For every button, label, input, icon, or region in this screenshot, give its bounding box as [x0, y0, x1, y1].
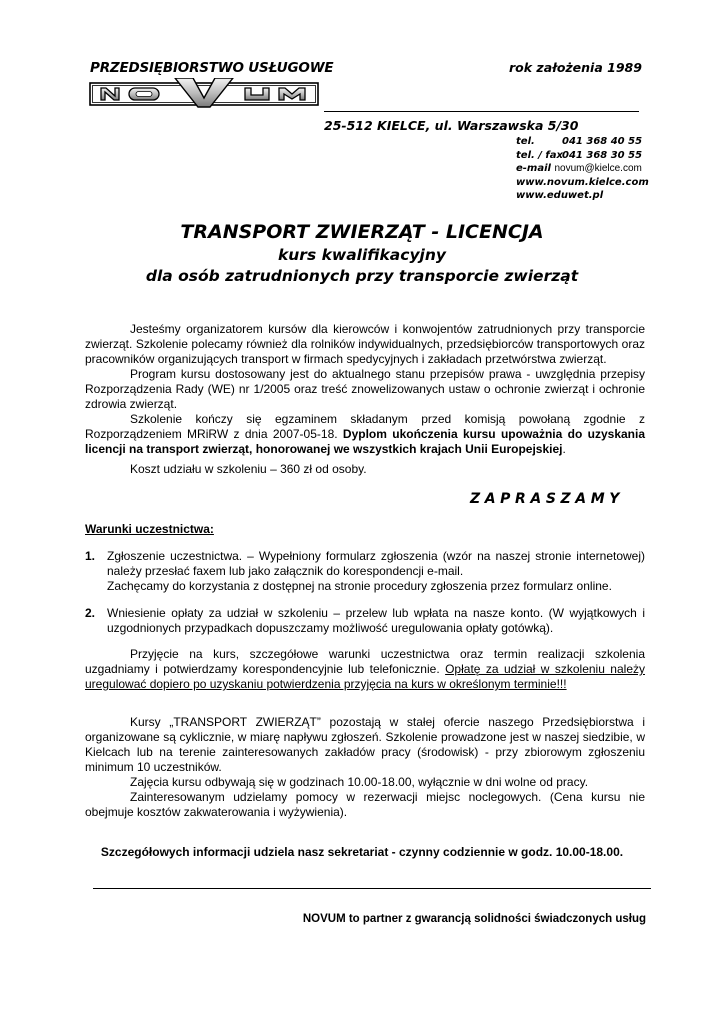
fax-label: tel. / fax	[516, 149, 563, 161]
phone-number: 041 368 40 55	[562, 136, 643, 147]
details-paragraph-3: Zainteresowanym udzielamy pomocy w rezerwacji miejsc noclegowych. (Cena kursu nie obejmuje kosztów zakwaterowania i wyżywienia).	[85, 790, 645, 819]
company-name: PRZEDSIĘBIORSTWO USŁUGOWE	[90, 60, 334, 76]
fax-number: 041 368 30 55	[562, 149, 643, 161]
condition-item-2: Wniesienie opłaty za udział w szkoleniu – przelew lub wpłata na nasze konto. (W wyjątkowych i uzgodnionych przypadkach dopuszczamy możliwość uregulowania opłaty gotówką).	[107, 606, 645, 635]
page-title: TRANSPORT ZWIERZĄT - LICENCJA	[180, 221, 544, 243]
company-address: 25-512 KIELCE, ul. Warszawska 5/30	[324, 118, 579, 133]
diploma-text: Dyplom ukończenia kursu upoważnia do uzyskania licencji na transport zwierząt, honorowanej we wszystkich krajach Unii Europejskiej	[85, 427, 645, 456]
secretariat-info: Szczegółowych informacji udziela nasz sekretariat - czynny codziennie w godz. 10.00-18.00.	[100, 845, 624, 859]
course-cost: Koszt udziału w szkoleniu – 360 zł od osoby.	[130, 462, 367, 476]
footer-slogan: NOVUM to partner z gwarancją solidności świadczonych usług	[302, 913, 646, 925]
founded-year: rok założenia 1989	[509, 60, 642, 75]
subtitle-audience: dla osób zatrudnionych przy transporcie zwierząt	[145, 267, 579, 285]
intro-paragraph-1: Jesteśmy organizatorem kursów dla kierowców i konwojentów zatrudnionych przy transporcie zwierząt. Szkolenie polecamy również dla rolników indywidualnych, przedsiębiorców transportowych oraz pracowników organizujących transport w firmach spedycyjnych i zakładach przetwórstwa zwierząt.	[85, 322, 645, 366]
condition-text-1: Zgłoszenie uczestnictwa. – Wypełniony formularz zgłoszenia (wzór na naszej stronie internetowej) należy przesłać faxem lub jako załącznik do korespondencji e-mail.	[107, 549, 645, 578]
footer-divider	[93, 888, 651, 889]
website-link-eduwet[interactable]: www.eduwet.pl	[516, 190, 604, 201]
novum-logo	[89, 78, 319, 108]
exam-text: Szkolenie kończy się egzaminem składanym przed komisją powołaną zgodnie z Rozporządzeniem MRiRW z dnia 2007-05-18.	[85, 412, 645, 441]
phone-label: tel.	[516, 136, 535, 147]
details-paragraph-1: Kursy „TRANSPORT ZWIERZĄT” pozostają w stałej ofercie naszego Przedsiębiorstwa i organizowane są cyklicznie, w miarę napływu zgłoszeń. Szkolenie prowadzone jest w naszej siedzibie, w Kielcach lub na terenie zainteresowanych zakładów pracy (środowisk) - przy zbiorowym zgłoszeniu minimum 10 uczestników.	[85, 715, 645, 774]
condition-item-1	[107, 549, 645, 594]
acceptance-paragraph	[85, 647, 645, 692]
header-divider	[324, 111, 639, 112]
email-line	[516, 162, 649, 176]
email-label: e-mail	[516, 163, 551, 174]
payment-notice: Opłatę za udział w szkoleniu należy uregulować dopiero po uzyskaniu potwierdzenia przyjęcia na kurs w określonym terminie!!!	[85, 662, 645, 691]
condition-number-2: 2.	[85, 606, 96, 620]
subtitle-course: kurs kwalifikacyjny	[277, 246, 447, 264]
contact-block	[516, 135, 649, 203]
invitation-heading: ZAPRASZAMY	[470, 491, 625, 507]
email-address[interactable]: novum@kielce.com	[554, 163, 642, 174]
phone-line	[516, 135, 649, 149]
diploma-text-end: .	[562, 442, 566, 456]
condition-extra-1: Zachęcamy do korzystania z dostępnej na stronie procedury zgłoszenia przez formularz online.	[107, 579, 612, 593]
fax-line	[516, 149, 649, 163]
conditions-heading: Warunki uczestnictwa:	[85, 522, 214, 536]
acceptance-text: Przyjęcie na kurs, szczegółowe warunki uczestnictwa oraz termin realizacji szkolenia uzgadniamy i potwierdzamy korespondencyjnie lub telefonicznie.	[85, 647, 645, 676]
details-paragraph-2: Zajęcia kursu odbywają się w godzinach 10.00-18.00, wyłącznie w dni wolne od pracy.	[130, 775, 589, 789]
intro-paragraph-3	[85, 412, 645, 457]
intro-paragraph-2: Program kursu dostosowany jest do aktualnego stanu przepisów prawa - uwzględnia przepisy Rozporządzenia Rady (WE) nr 1/2005 oraz treść znowelizowanych ustaw o ochronie zwierząt i ochronie zdrowia zwierząt.	[85, 367, 645, 411]
website-link-novum[interactable]: www.novum.kielce.com	[516, 176, 649, 188]
condition-number-1: 1.	[85, 549, 96, 563]
